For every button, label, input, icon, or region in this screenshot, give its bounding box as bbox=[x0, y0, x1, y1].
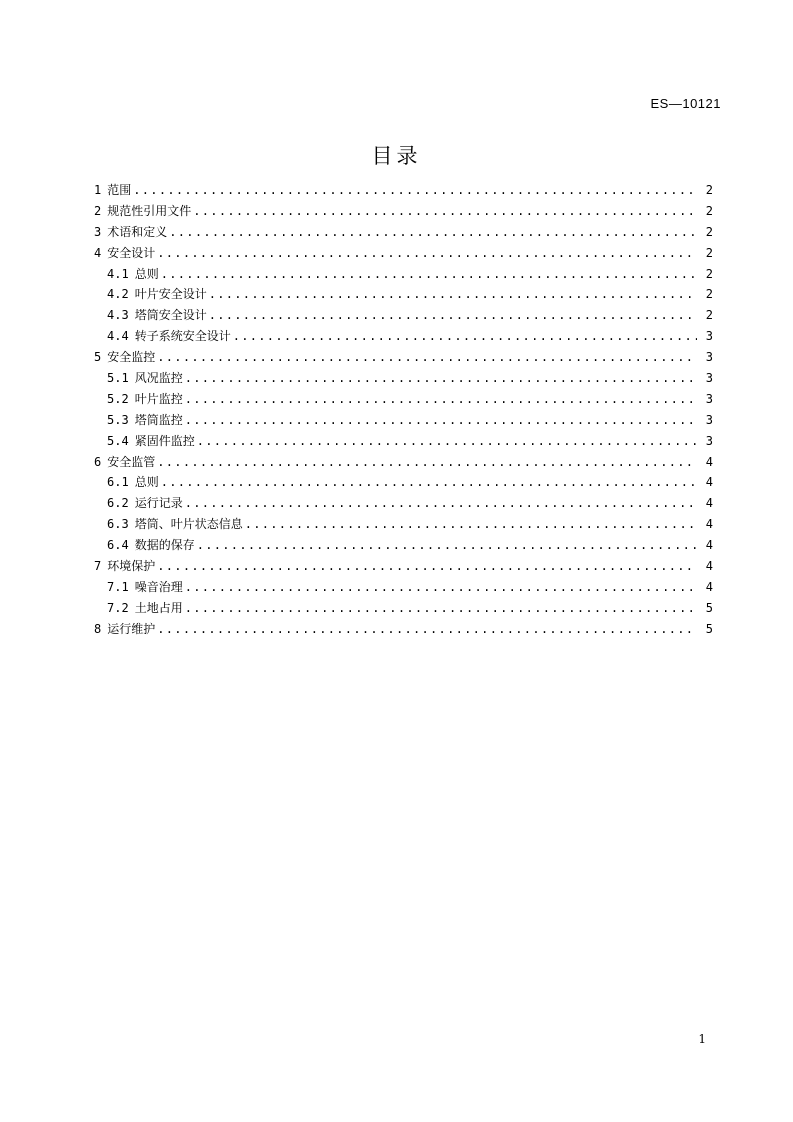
toc-dot-leader bbox=[209, 284, 697, 305]
table-of-contents bbox=[94, 180, 713, 640]
toc-entry-number: 1 bbox=[94, 183, 102, 197]
toc-entry-page: 2 bbox=[705, 287, 713, 302]
toc-entry-label: 塔筒监控 bbox=[134, 412, 183, 427]
toc-entry-page: 3 bbox=[705, 433, 713, 448]
toc-entry-label: 转子系统安全设计 bbox=[134, 329, 231, 344]
toc-dot-leader bbox=[185, 493, 697, 514]
toc-dot-leader bbox=[233, 326, 697, 347]
toc-entry-number: 5 bbox=[94, 350, 102, 365]
toc-entry-page: 4 bbox=[705, 454, 713, 469]
toc-entry-number: 6.1 bbox=[107, 475, 129, 490]
toc-entry-page: 4 bbox=[705, 496, 713, 511]
toc-entry-page: 2 bbox=[705, 224, 713, 239]
toc-title: 目录 bbox=[371, 144, 422, 168]
toc-entry[interactable] bbox=[94, 619, 713, 640]
toc-entry-page: 3 bbox=[705, 371, 713, 386]
toc-dot-leader bbox=[185, 368, 697, 389]
toc-dot-leader bbox=[209, 305, 697, 326]
toc-entry-number: 5.1 bbox=[107, 371, 129, 386]
toc-entry-page: 2 bbox=[705, 308, 713, 323]
toc-entry-label: 总则 bbox=[134, 475, 159, 490]
toc-entry[interactable] bbox=[94, 410, 713, 431]
toc-entry-label: 运行维护 bbox=[107, 621, 156, 636]
page-number: 1 bbox=[698, 1032, 706, 1046]
toc-entry-number: 5.4 bbox=[107, 433, 129, 448]
toc-dot-leader bbox=[245, 514, 697, 535]
toc-dot-leader bbox=[157, 619, 697, 640]
toc-entry-number: 4.4 bbox=[107, 329, 129, 344]
toc-entry-number: 6.4 bbox=[107, 538, 129, 553]
toc-entry-label: 紧固件监控 bbox=[134, 433, 195, 448]
toc-entry[interactable] bbox=[94, 472, 713, 493]
toc-entry[interactable] bbox=[94, 243, 713, 264]
toc-dot-leader bbox=[133, 180, 697, 201]
toc-entry[interactable] bbox=[94, 577, 713, 598]
toc-entry[interactable] bbox=[94, 452, 713, 473]
toc-entry-number: 3 bbox=[94, 224, 102, 239]
toc-entry[interactable] bbox=[94, 201, 713, 222]
toc-entry[interactable] bbox=[94, 389, 713, 410]
toc-entry[interactable] bbox=[94, 598, 713, 619]
toc-entry-label: 安全设计 bbox=[107, 245, 156, 260]
toc-entry-number: 4.2 bbox=[107, 287, 129, 302]
toc-entry-page: 3 bbox=[705, 329, 713, 344]
toc-dot-leader bbox=[197, 535, 697, 556]
toc-dot-leader bbox=[169, 222, 697, 243]
toc-dot-leader bbox=[161, 264, 697, 285]
toc-entry[interactable] bbox=[94, 514, 713, 535]
toc-entry-page: 4 bbox=[705, 475, 713, 490]
toc-entry-number: 4.3 bbox=[107, 308, 129, 323]
toc-entry-label: 环境保护 bbox=[107, 559, 156, 574]
toc-entry-page: 5 bbox=[705, 621, 713, 636]
toc-dot-leader bbox=[193, 201, 697, 222]
toc-entry-label: 安全监管 bbox=[107, 454, 156, 469]
toc-entry-label: 数据的保存 bbox=[134, 538, 195, 553]
toc-entry-label: 风况监控 bbox=[134, 371, 183, 386]
document-code: ES—10121 bbox=[650, 96, 721, 111]
toc-entry[interactable] bbox=[94, 368, 713, 389]
toc-dot-leader bbox=[197, 431, 697, 452]
toc-entry-number: 2 bbox=[94, 203, 102, 218]
toc-entry[interactable] bbox=[94, 535, 713, 556]
toc-entry[interactable] bbox=[94, 264, 713, 285]
toc-dot-leader bbox=[185, 389, 697, 410]
toc-entry-page: 3 bbox=[705, 412, 713, 427]
toc-entry-page: 2 bbox=[705, 245, 713, 260]
toc-entry-page: 2 bbox=[705, 266, 713, 281]
toc-entry-number: 4.1 bbox=[107, 266, 129, 281]
toc-entry-number: 6.3 bbox=[107, 517, 129, 532]
toc-entry-label: 总则 bbox=[134, 266, 159, 281]
toc-entry-page: 4 bbox=[705, 559, 713, 574]
toc-entry[interactable] bbox=[94, 493, 713, 514]
toc-dot-leader bbox=[157, 347, 697, 368]
toc-entry-number: 7.2 bbox=[107, 600, 129, 615]
toc-entry-number: 6 bbox=[94, 454, 102, 469]
toc-entry-page: 2 bbox=[705, 203, 713, 218]
toc-entry-number: 8 bbox=[94, 621, 102, 636]
toc-entry-label: 土地占用 bbox=[134, 600, 183, 615]
toc-dot-leader bbox=[161, 472, 697, 493]
toc-entry[interactable] bbox=[94, 431, 713, 452]
toc-entry-label: 范围 bbox=[107, 183, 132, 197]
toc-entry-number: 4 bbox=[94, 245, 102, 260]
toc-entry-page: 3 bbox=[705, 391, 713, 406]
toc-entry-label: 术语和定义 bbox=[107, 224, 168, 239]
toc-entry-label: 塔筒、叶片状态信息 bbox=[134, 517, 243, 532]
toc-entry-label: 叶片监控 bbox=[134, 391, 183, 406]
toc-entry-label: 噪音治理 bbox=[134, 579, 183, 594]
toc-entry[interactable] bbox=[94, 180, 713, 201]
toc-dot-leader bbox=[157, 243, 697, 264]
toc-entry-page: 5 bbox=[705, 600, 713, 615]
toc-dot-leader bbox=[185, 598, 697, 619]
toc-entry[interactable] bbox=[94, 222, 713, 243]
toc-entry-page: 4 bbox=[705, 579, 713, 594]
toc-entry-page: 2 bbox=[705, 183, 713, 197]
toc-entry-label: 叶片安全设计 bbox=[134, 287, 207, 302]
toc-entry-number: 5.3 bbox=[107, 412, 129, 427]
toc-entry-number: 5.2 bbox=[107, 391, 129, 406]
toc-dot-leader bbox=[157, 556, 697, 577]
toc-entry[interactable] bbox=[94, 305, 713, 326]
toc-entry-number: 7 bbox=[94, 559, 102, 574]
toc-dot-leader bbox=[157, 452, 697, 473]
toc-dot-leader bbox=[185, 577, 697, 598]
toc-entry-page: 3 bbox=[705, 350, 713, 365]
toc-entry-label: 安全监控 bbox=[107, 350, 156, 365]
toc-entry-label: 规范性引用文件 bbox=[107, 203, 192, 218]
toc-entry[interactable] bbox=[94, 326, 713, 347]
toc-entry[interactable] bbox=[94, 347, 713, 368]
toc-entry-page: 4 bbox=[705, 538, 713, 553]
toc-entry[interactable] bbox=[94, 556, 713, 577]
toc-entry[interactable] bbox=[94, 284, 713, 305]
toc-dot-leader bbox=[185, 410, 697, 431]
toc-entry-label: 运行记录 bbox=[134, 496, 183, 511]
toc-entry-number: 6.2 bbox=[107, 496, 129, 511]
toc-entry-label: 塔筒安全设计 bbox=[134, 308, 207, 323]
toc-entry-number: 7.1 bbox=[107, 579, 129, 594]
toc-entry-page: 4 bbox=[705, 517, 713, 532]
